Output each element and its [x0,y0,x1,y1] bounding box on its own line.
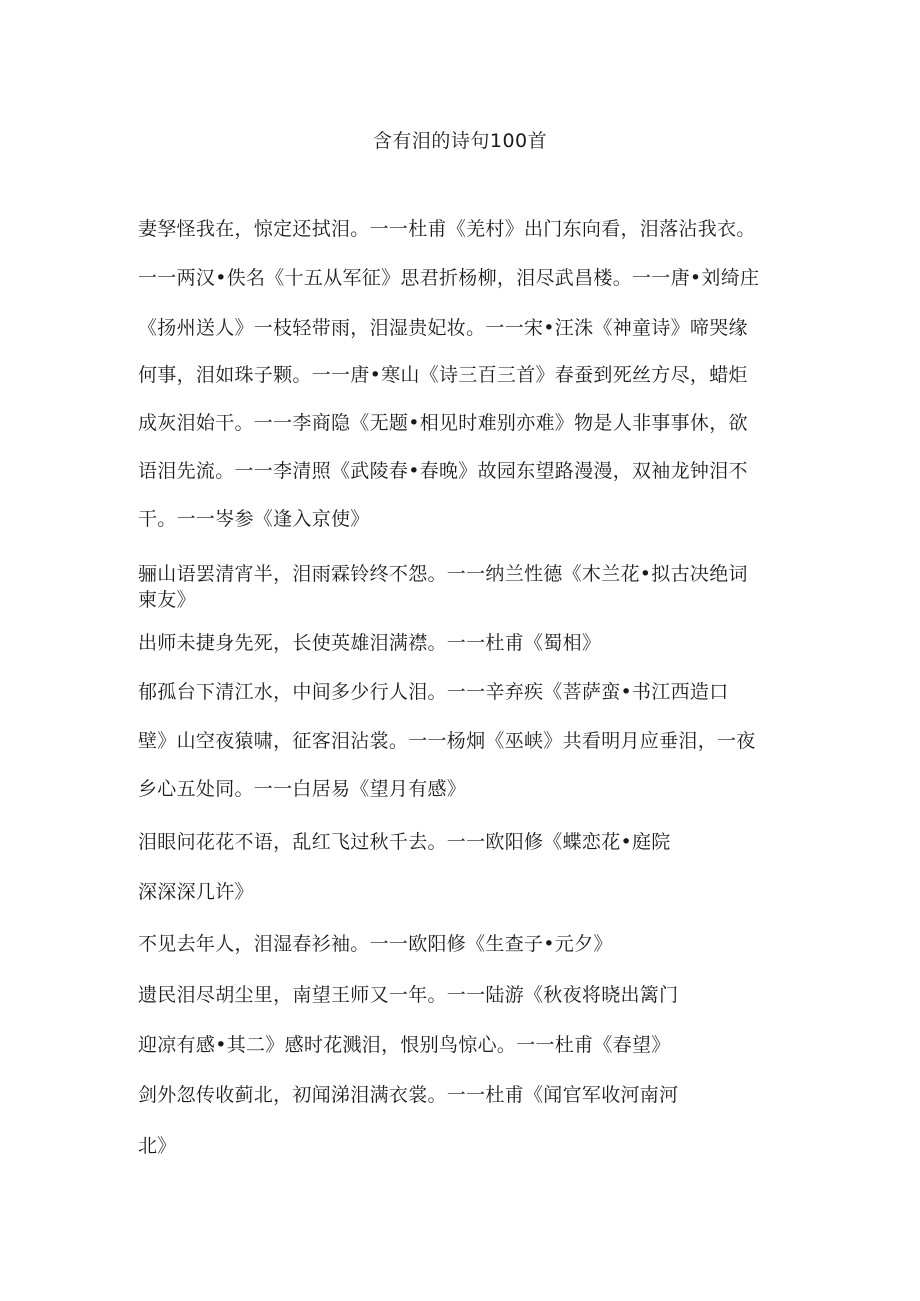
text-line: 柬友》 [138,589,196,611]
text-line: 出师未捷身先死，长使英雄泪满襟。一一杜甫《蜀相》 [138,632,602,654]
text-line: 郁孤台下清江水，中间多少行人泪。一一辛弃疾《菩萨蛮•书江西造口 [138,681,729,703]
text-line: 《扬州送人》一枝轻带雨，泪湿贵妃妆。一一宋•汪洙《神童诗》啼哭缘 [138,317,748,339]
text-line: 泪眼问花花不语，乱红飞过秋千去。一一欧阳修《蝶恋花•庭院 [138,831,671,853]
document-title: 含有泪的诗句100首 [372,130,548,152]
text-line: 一一两汉•佚名《十五从军征》思君折杨柳，泪尽武昌楼。一一唐•刘绮庄 [138,267,760,289]
text-line: 何事，泪如珠子颗。一一唐•寒山《诗三百三首》春蚕到死丝方尽，蜡炬 [138,364,748,386]
text-line: 壁》山空夜猿啸，征客泪沾裳。一一杨炯《巫峡》共看明月应垂泪，一夜 [138,730,756,752]
text-line: 遗民泪尽胡尘里，南望王师又一年。一一陆游《秋夜将晓出篱门 [138,984,679,1006]
text-line: 不见去年人，泪湿春衫袖。一一欧阳修《生查子•元夕》 [138,933,613,955]
text-line: 深深深几许》 [138,881,254,903]
text-line: 干。一一岑参《逢入京使》 [138,508,370,530]
text-line: 语泪先流。一一李清照《武陵春•春晚》故园东望路漫漫，双袖龙钟泪不 [138,460,748,482]
text-line: 妻孥怪我在，惊定还拭泪。一一杜甫《羌村》出门东向看，泪落沾我衣。 [138,218,756,240]
text-line: 迎凉有感•其二》感时花溅泪，恨别鸟惊心。一一杜甫《春望》 [138,1034,671,1056]
text-line: 北》 [138,1135,177,1157]
text-line: 剑外忽传收蓟北，初闻涕泪满衣裳。一一杜甫《闻官军收河南河 [138,1084,679,1106]
text-line: 骊山语罢清宵半，泪雨霖铃终不怨。一一纳兰性德《木兰花•拟古决绝词 [138,563,748,585]
text-line: 乡心五处同。一一白居易《望月有感》 [138,778,467,800]
text-line: 成灰泪始干。一一李商隐《无题•相见时难别亦难》物是人非事事休，欲 [138,412,748,434]
